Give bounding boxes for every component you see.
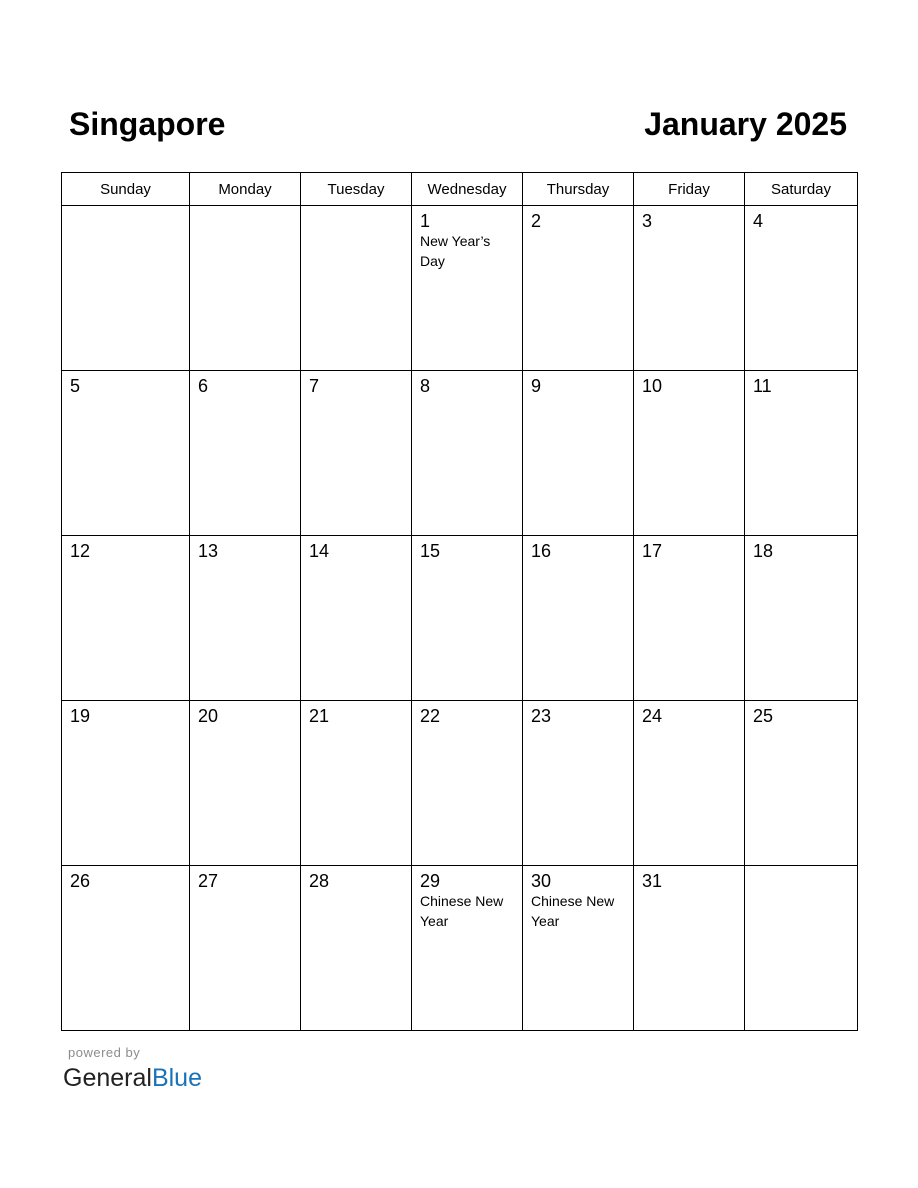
calendar-week-row (62, 371, 858, 536)
day-number: 31 (642, 871, 663, 891)
calendar-day-cell (634, 371, 745, 536)
brand-general-text: General (63, 1064, 152, 1092)
holiday-label: New Year’s Day (420, 233, 491, 269)
day-number: 25 (753, 706, 774, 726)
calendar-day-cell (523, 206, 634, 371)
calendar-day-cell (412, 206, 523, 371)
calendar-day-cell (301, 701, 412, 866)
calendar-day-cell (62, 371, 190, 536)
calendar-day-cell (62, 701, 190, 866)
day-number: 30 (531, 871, 552, 891)
calendar-day-cell (412, 866, 523, 1031)
day-number: 11 (753, 376, 772, 396)
calendar-day-cell (412, 371, 523, 536)
calendar-day-cell (301, 371, 412, 536)
weekday-header-sunday: Sunday (62, 173, 190, 206)
calendar-day-cell (190, 206, 301, 371)
day-number: 6 (198, 376, 209, 396)
day-number: 2 (531, 211, 542, 231)
calendar-day-cell (745, 701, 858, 866)
calendar-day-cell (190, 371, 301, 536)
weekday-header-row (62, 173, 858, 206)
weekday-header-saturday: Saturday (745, 173, 858, 206)
calendar-day-cell (62, 536, 190, 701)
calendar-day-cell (412, 701, 523, 866)
holiday-label: Chinese New Year (420, 893, 504, 929)
day-number: 15 (420, 541, 441, 561)
day-number: 5 (70, 376, 81, 396)
calendar-country-title: Singapore (69, 106, 226, 142)
weekday-header-tuesday: Tuesday (301, 173, 412, 206)
calendar-day-cell (634, 866, 745, 1031)
day-number: 28 (309, 871, 330, 891)
day-number: 12 (70, 541, 91, 561)
day-number: 27 (198, 871, 219, 891)
calendar-day-cell (745, 536, 858, 701)
brand-blue-text: Blue (151, 1064, 202, 1092)
weekday-header-wednesday: Wednesday (412, 173, 523, 206)
day-number: 3 (642, 211, 653, 231)
day-number: 14 (309, 541, 330, 561)
day-number: 7 (309, 376, 320, 396)
day-number: 26 (70, 871, 91, 891)
powered-by-label: powered by (68, 1045, 141, 1060)
day-number: 21 (309, 706, 330, 726)
day-number: 20 (198, 706, 219, 726)
day-number: 10 (642, 376, 663, 396)
day-number: 18 (753, 541, 774, 561)
calendar-day-cell (301, 206, 412, 371)
calendar-day-cell (190, 701, 301, 866)
day-number: 4 (753, 211, 764, 231)
calendar-day-cell (523, 536, 634, 701)
calendar-day-cell (190, 536, 301, 701)
calendar-day-cell (301, 866, 412, 1031)
calendar-day-cell (745, 206, 858, 371)
day-number: 9 (531, 376, 542, 396)
day-number: 8 (420, 376, 431, 396)
calendar-day-cell (412, 536, 523, 701)
calendar-week-row (62, 206, 858, 371)
calendar-day-cell (190, 866, 301, 1031)
day-number: 23 (531, 706, 552, 726)
weekday-header-monday: Monday (190, 173, 301, 206)
calendar-day-cell (634, 701, 745, 866)
day-number: 22 (420, 706, 441, 726)
calendar-day-cell (745, 371, 858, 536)
calendar-day-cell (523, 866, 634, 1031)
day-number: 24 (642, 706, 663, 726)
day-number: 13 (198, 541, 219, 561)
generalblue-logo[interactable] (63, 1062, 202, 1094)
calendar-day-cell (634, 536, 745, 701)
day-number: 16 (531, 541, 552, 561)
calendar-day-cell (523, 701, 634, 866)
calendar-week-row (62, 866, 858, 1031)
day-number: 19 (70, 706, 91, 726)
calendar-day-cell (745, 866, 858, 1031)
calendar-day-cell (62, 206, 190, 371)
calendar-day-cell (523, 371, 634, 536)
calendar-day-cell (62, 866, 190, 1031)
weekday-header-friday: Friday (634, 173, 745, 206)
holiday-label: Chinese New Year (531, 893, 615, 929)
calendar-grid (61, 172, 858, 1031)
calendar-month-title: January 2025 (644, 106, 847, 142)
calendar-day-cell (634, 206, 745, 371)
day-number: 17 (642, 541, 663, 561)
calendar-week-row (62, 536, 858, 701)
day-number: 1 (420, 211, 431, 231)
calendar-day-cell (301, 536, 412, 701)
day-number: 29 (420, 871, 441, 891)
calendar-week-row (62, 701, 858, 866)
weekday-header-thursday: Thursday (523, 173, 634, 206)
